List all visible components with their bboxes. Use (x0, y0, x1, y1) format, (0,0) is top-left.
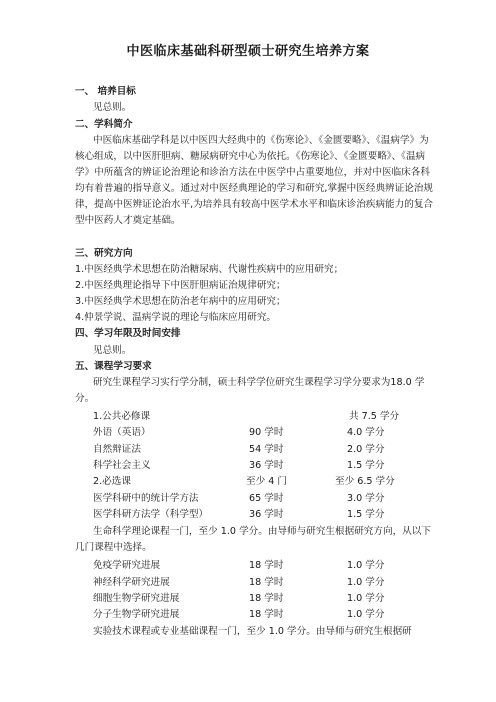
course-group-credits: 至少 6.5 学分 (335, 476, 395, 487)
course-name: 神经科学研究进展 (93, 577, 170, 588)
course-name: 分子生物学研究进展 (93, 609, 180, 620)
course-credits: 1.0 学分 (347, 593, 385, 604)
section-heading-intro: 二、学科简介 (75, 119, 133, 130)
direction-item: 2.中医经典理论指导下中医肝胆病证治规律研究； (75, 280, 286, 291)
course-hours: 36 学时 (249, 460, 284, 471)
course-name: 细胞生物学研究进展 (93, 593, 180, 604)
course-group-credits: 共 7.5 学分 (349, 411, 400, 422)
course-hours: 18 学时 (249, 577, 284, 588)
course-hours: 36 学时 (249, 509, 284, 520)
course-credits: 3.0 学分 (347, 493, 385, 504)
course-row (93, 591, 423, 607)
life-science-note: 生命科学理论课程一门，至少 1.0 学分。由导师与研究生根据研究方向，从以下几门课程中选择。 (75, 526, 431, 553)
course-hours: 65 学时 (249, 493, 284, 504)
document-title: 中医临床基础科研型硕士研究生培养方案 (126, 44, 370, 59)
direction-item: 1.中医经典学术思想在防治糖尿病、代谢性疾病中的应用研究； (75, 264, 344, 275)
course-hours: 54 学时 (249, 444, 284, 455)
course-group-elective (93, 474, 423, 490)
course-name: 医学科研方法学（科学型） (93, 509, 209, 520)
course-row (93, 458, 423, 474)
course-name: 科学社会主义 (93, 460, 151, 471)
courses-intro: 研究生课程学习实行学分制，硕士科学学位研究生课程学习学分要求为18.0 学分。 (75, 377, 425, 404)
course-credits: 2.0 学分 (347, 444, 385, 455)
course-row (93, 442, 423, 458)
course-hours: 18 学时 (249, 593, 284, 604)
course-row (93, 575, 423, 591)
section-heading-courses: 五、课程学习要求 (75, 361, 152, 372)
course-name: 医学科研中的统计学方法 (93, 493, 199, 504)
course-group-name: 2.必选课 (93, 476, 131, 487)
direction-item: 3.中医经典学术思想在防治老年病中的应用研究； (75, 296, 286, 307)
course-hours: 18 学时 (249, 560, 284, 571)
course-name: 自然辩证法 (93, 444, 141, 455)
course-group-name: 1.公共必修课 (93, 411, 151, 422)
section-heading-duration: 四、学习年限及时间安排 (75, 328, 181, 339)
direction-item: 4.仲景学说、温病学说的理论与临床应用研究。 (75, 312, 277, 323)
course-name: 外语（英语） (93, 427, 151, 438)
lab-course-note: 实验技术课程或专业基础课程一门，至少 1.0 学分。由导师与研究生根据研 (93, 626, 412, 637)
section-heading-directions: 三、研究方向 (75, 248, 133, 259)
section-text-duration: 见总则。 (93, 345, 132, 356)
course-row (93, 491, 423, 507)
course-row (93, 425, 423, 441)
course-row (93, 507, 423, 523)
section-text-goals: 见总则。 (93, 102, 132, 113)
course-hours: 18 学时 (249, 609, 284, 620)
course-group-count: 至少 4 门 (246, 476, 287, 487)
section-paragraph-intro: 中医临床基础学科是以中医四大经典中的《伤寒论》、《金匮要略》、《温病学》为核心组成，以中医肝胆病、糖尿病研究中心为依托。《伤寒论》、《金匮要略》、《温病学》中所蕴含的辨证论治理论和诊治方法在中医学中占重要地位，并对中医临床各科均有着普遍的指导意义。通过对中医经典理论的学习和研究,掌握中医经典辨证论治规律，提高中医辨证论治水平,为培养具有较高中医学术水平和临床诊治疾病能力的复合型中医药人才奠定基础。 (75, 135, 434, 226)
course-credits: 1.0 学分 (347, 577, 385, 588)
course-name: 免疫学研究进展 (93, 560, 161, 571)
course-credits: 1.5 学分 (347, 460, 385, 471)
course-row (93, 607, 423, 623)
course-credits: 1.5 学分 (347, 509, 385, 520)
course-hours: 90 学时 (249, 427, 284, 438)
course-row (93, 558, 423, 574)
course-credits: 1.0 学分 (347, 609, 385, 620)
course-group-required (93, 409, 423, 425)
course-credits: 4.0 学分 (347, 427, 385, 438)
section-heading-goals: 一、 培养目标 (75, 86, 136, 97)
course-credits: 1.0 学分 (347, 560, 385, 571)
